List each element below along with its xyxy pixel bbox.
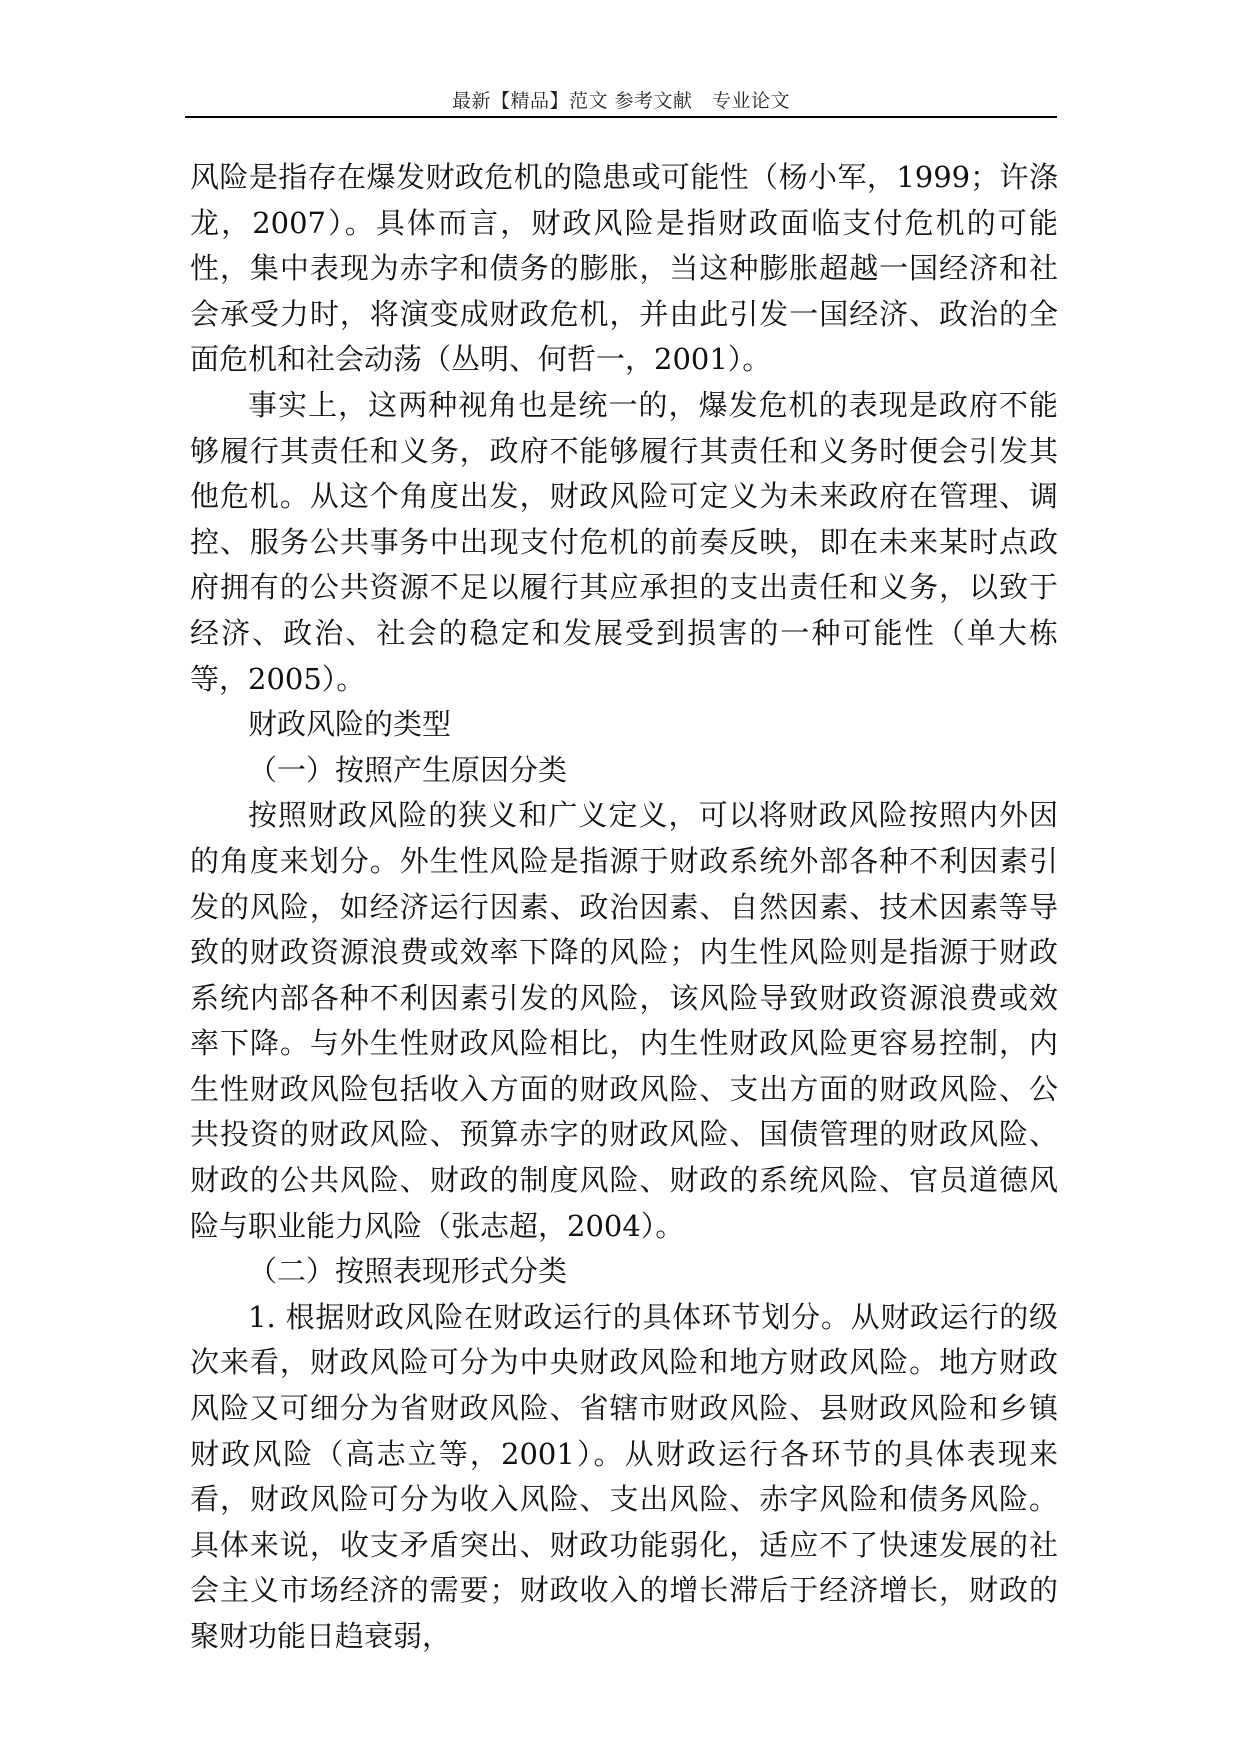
page-header: 最新【精品】范文 参考文献 专业论文: [451, 90, 791, 112]
document-body: [190, 155, 1058, 1660]
paragraph-risk-definition-continued: 风险是指存在爆发财政危机的隐患或可能性（杨小军，1999；许涤龙，2007）。具体而言，财政风险是指财政面临支付危机的可能性，集中表现为赤字和债务的膨胀，当这种膨胀超越一国经济和社会承受力时，将演变成财政危机，并由此引发一国经济、政治的全面危机和社会动荡（丛明、何哲一，2001）。: [190, 160, 1058, 377]
section-heading-risk-types: 财政风险的类型: [248, 707, 452, 742]
paragraph-internal-external-risk: 按照财政风险的狭义和广义定义，可以将财政风险按照内外因的角度来划分。外生性风险是指源于财政系统外部各种不利因素引发的风险，如经济运行因素、政治因素、自然因素、技术因素等导致的财政资源浪费或效率下降的风险；内生性风险则是指源于财政系统内部各种不利因素引发的风险，该风险导致财政资源浪费或效率下降。与外生性财政风险相比，内生性财政风险更容易控制，内生性财政风险包括收入方面的财政风险、支出方面的财政风险、公共投资的财政风险、预算赤字的财政风险、国债管理的财政风险、财政的公共风险、财政的制度风险、财政的系统风险、官员道德风险与职业能力风险（张志超，2004）。: [190, 798, 1058, 1243]
subsection-heading-by-cause: （一）按照产生原因分类: [248, 752, 568, 787]
subsection-heading-by-form: （二）按照表现形式分类: [248, 1254, 568, 1289]
header-divider: [185, 116, 1057, 118]
paragraph-operation-stage-risk: 1. 根据财政风险在财政运行的具体环节划分。从财政运行的级次来看，财政风险可分为中央财政风险和地方财政风险。地方财政风险又可细分为省财政风险、省辖市财政风险、县财政风险和乡镇财政风险（高志立等，2001）。从财政运行各环节的具体表现来看，财政风险可分为收入风险、支出风险、赤字风险和债务风险。具体来说，收支矛盾突出、财政功能弱化，适应不了快速发展的社会主义市场经济的需要；财政收入的增长滞后于经济增长，财政的聚财功能日趋衰弱，: [190, 1299, 1058, 1653]
paragraph-unified-perspective: 事实上，这两种视角也是统一的，爆发危机的表现是政府不能够履行其责任和义务，政府不能够履行其责任和义务时便会引发其他危机。从这个角度出发，财政风险可定义为未来政府在管理、调控、服务公共事务中出现支付危机的前奏反映，即在未来某时点政府拥有的公共资源不足以履行其应承担的支出责任和义务，以致于经济、政治、社会的稳定和发展受到损害的一种可能性（单大栋等，2005）。: [190, 387, 1058, 696]
